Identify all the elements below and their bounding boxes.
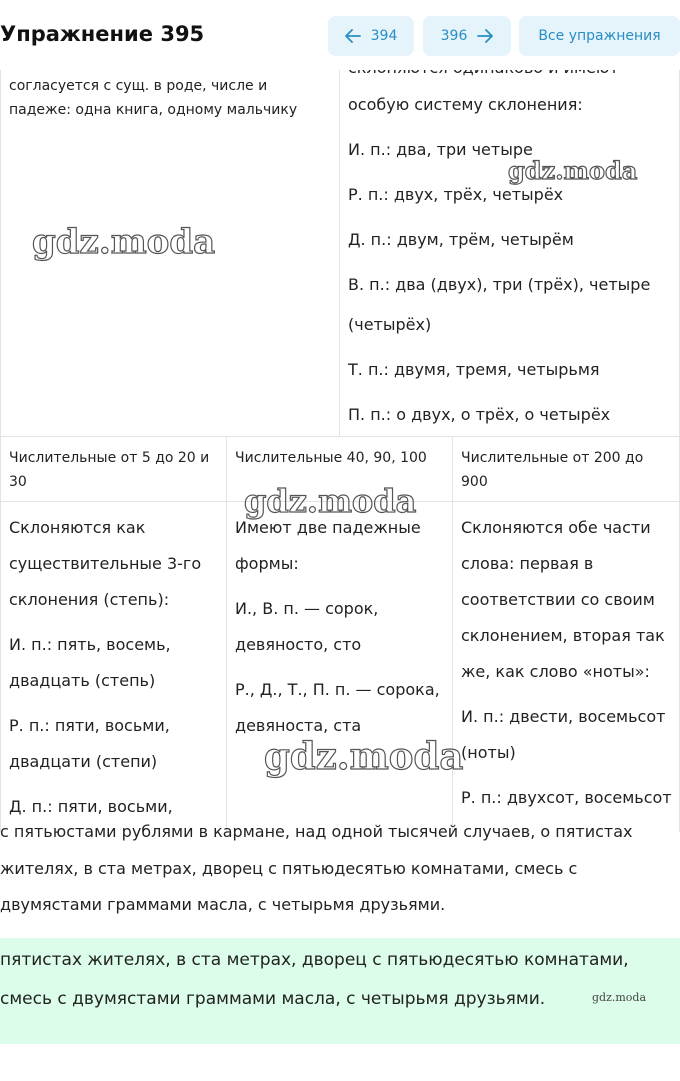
- text-line: Д. п.: двум, трём, четырём: [348, 230, 574, 249]
- header-text: Числительные от 200 до: [461, 450, 644, 466]
- table-header-col1: [9, 446, 209, 494]
- header-text: Числительные от 5 до 20 и: [9, 450, 210, 466]
- all-exercises-label: Все упражнения: [538, 28, 661, 44]
- text-line: Д. п.: пяти, восьми,: [9, 797, 173, 816]
- text-line: с пятьюстами рублями в кармане, над одной тысячей случаев, о пятистах: [0, 822, 633, 841]
- text-line: жителях, в ста метрах, дворец с пятьюдесятью комнатами, смесь с: [0, 859, 578, 878]
- table-col-line-1: [226, 436, 227, 832]
- watermark: gdz.moda: [592, 991, 647, 1004]
- text-line: П. п.: о двух, о трёх, о четырёх: [348, 405, 611, 424]
- text-line: слова: первая в: [461, 554, 594, 573]
- text-line: Р., Д., Т., П. п. — сорока,: [235, 680, 440, 699]
- text-line: согласуется с сущ. в роде, числе и: [9, 78, 268, 94]
- text-line: двадцать (степь): [9, 671, 156, 690]
- text-line: падеже: одна книга, одному мальчику: [9, 102, 298, 118]
- arrow-left-icon: [345, 29, 361, 43]
- watermark: gdz.moda: [244, 482, 417, 520]
- text-line: И. п.: двести, восемьсот: [461, 707, 666, 726]
- table-body-col1: [9, 510, 201, 825]
- text-line: И. п.: два, три четыре: [348, 140, 533, 159]
- text-line: Р. п.: двухсот, восемьсот: [461, 788, 672, 807]
- text-line: В. п.: два (двух), три (трёх), четыре: [348, 275, 651, 294]
- arrow-right-icon: [477, 29, 493, 43]
- page-header: [0, 0, 680, 70]
- text-line: (ноты): [461, 743, 516, 762]
- prev-exercise-button[interactable]: [328, 16, 414, 56]
- top-left-cell: [9, 74, 297, 122]
- table-divider-top: [339, 60, 340, 436]
- table-border-left: [0, 60, 1, 832]
- text-line: девяносто, сто: [235, 635, 362, 654]
- table-body-col2: [235, 510, 440, 744]
- next-exercise-label: 396: [440, 28, 468, 44]
- text-line: Склоняются как: [9, 518, 146, 537]
- text-line: Р. п.: пяти, восьми,: [9, 716, 170, 735]
- top-right-cell: [348, 48, 650, 437]
- text-line: смесь с двумястами граммами масла, с четырьмя друзьями.: [0, 989, 546, 1009]
- watermark: gdz.moda: [508, 156, 638, 185]
- text-line: формы:: [235, 554, 299, 573]
- answer-highlight-box: [0, 938, 680, 1044]
- text-line: склонения (степь):: [9, 590, 170, 609]
- table-header-col2: [235, 446, 427, 470]
- text-line: двумястами граммами масла, с четырьмя друзьями.: [0, 895, 446, 914]
- prev-exercise-label: 394: [370, 28, 398, 44]
- text-line: Т. п.: двумя, тремя, четырьмя: [348, 360, 600, 379]
- text-line: существительные 3-го: [9, 554, 202, 573]
- watermark: gdz.moda: [32, 222, 216, 262]
- all-exercises-button[interactable]: [519, 16, 680, 56]
- watermark: gdz.moda: [264, 734, 464, 778]
- header-text: 900: [461, 474, 488, 490]
- text-line: Р. п.: двух, трёх, четырёх: [348, 185, 564, 204]
- text-line: двадцати (степи): [9, 752, 158, 771]
- header-text: 30: [9, 474, 27, 490]
- table-header-col3: [461, 446, 643, 494]
- text-line: девяноста, ста: [235, 716, 362, 735]
- text-line: (четырёх): [348, 315, 432, 334]
- text-line: склонением, вторая так: [461, 626, 665, 645]
- text-line: Склоняются обе части: [461, 518, 651, 537]
- table-body-col3: [461, 510, 672, 816]
- text-line: Имеют две падежные: [235, 518, 421, 537]
- text-line: соответствии со своим: [461, 590, 655, 609]
- text-line: особую систему склонения:: [348, 95, 583, 114]
- text-line: И. п.: пять, восемь,: [9, 635, 171, 654]
- text-line: же, как слово «ноты»:: [461, 662, 650, 681]
- next-exercise-button[interactable]: [423, 16, 511, 56]
- text-line: пятистах жителях, в ста метрах, дворец с пятьюдесятью комнатами,: [0, 950, 629, 970]
- header-text: Числительные 40, 90, 100: [235, 450, 427, 466]
- page-title: Упражнение 395: [0, 22, 205, 46]
- text-line: И., В. п. — сорок,: [235, 599, 379, 618]
